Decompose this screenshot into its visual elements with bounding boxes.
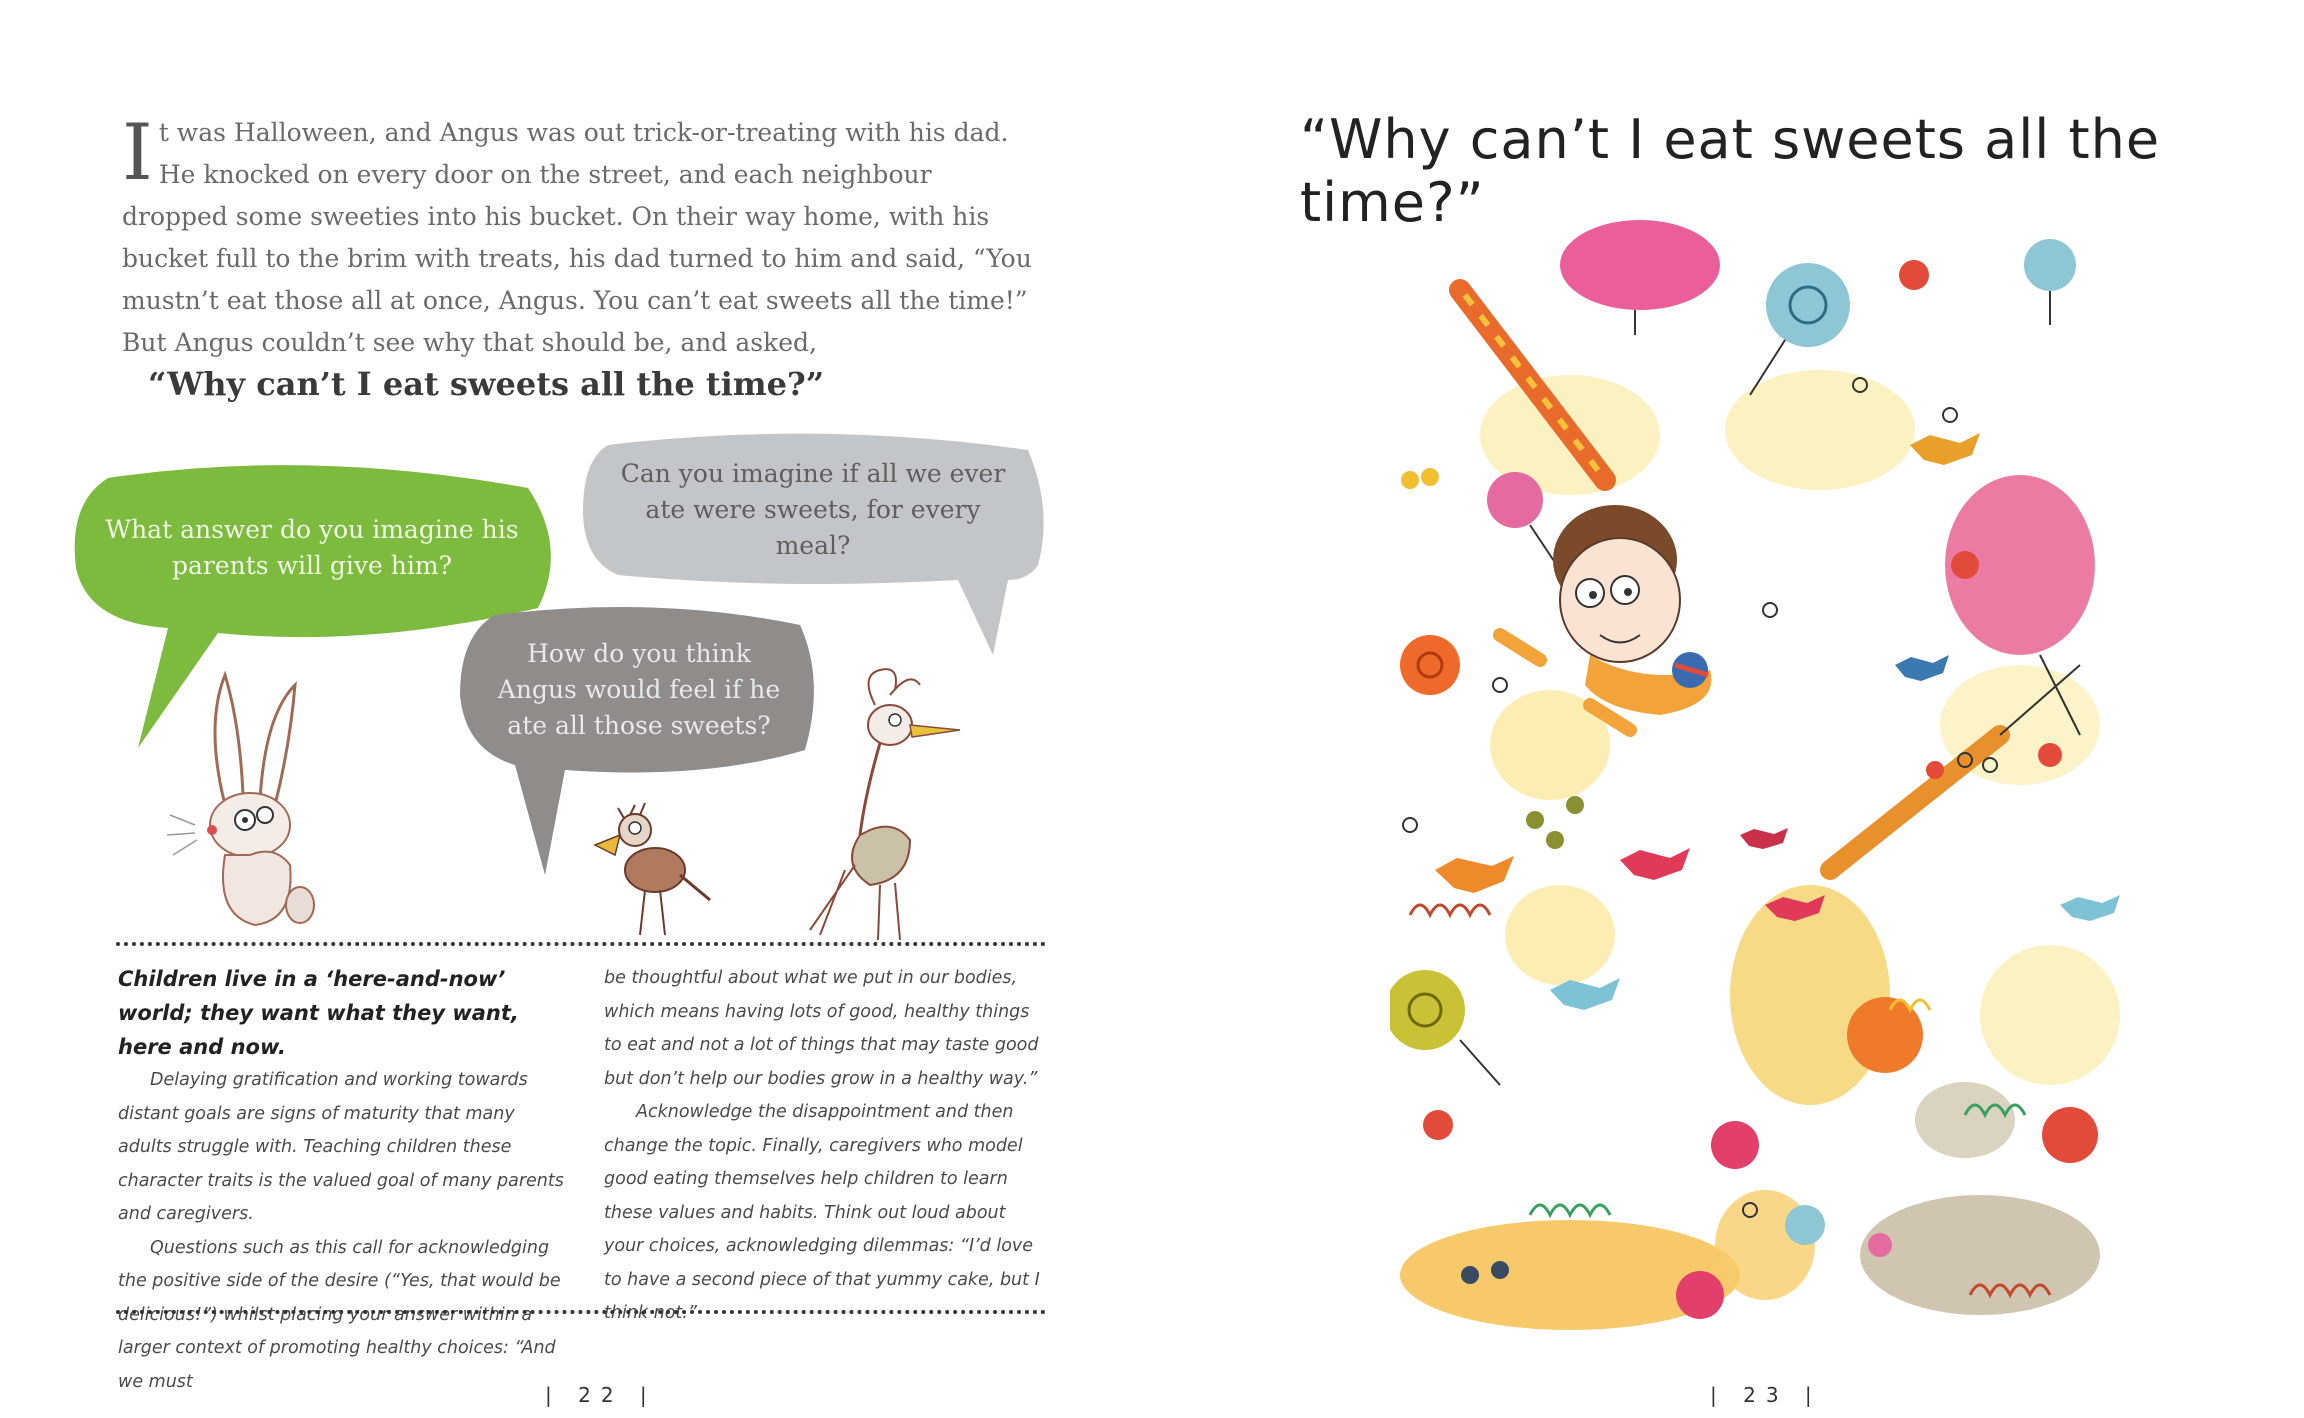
bubble-text-dark-gray: How do you think Angus would feel if he ate all those sweets? xyxy=(497,639,781,740)
commentary-lead: Children live in a ‘here-and-now’ world; they want what they want, here and now. xyxy=(118,967,519,1059)
page-number-right: | 23 | xyxy=(1710,1383,1822,1407)
dotted-divider-bottom xyxy=(116,1310,1046,1314)
commentary-paragraph: Acknowledge the disappointment and then change the topic. Finally, caregivers who model good eating themselves help children to learn these values and habits. Think out loud about your choices, acknowledging dilemmas: “I’d love to have a second piece of that yummy cake, but I think not.” xyxy=(604,1102,1040,1323)
speech-bubble-dark-gray xyxy=(455,600,823,780)
commentary-paragraph: be thoughtful about what we put in our bodies, which means having lots of good, healthy things to eat and not a lot of things that may taste good but don’t help our bodies grow in a healthy way.” xyxy=(604,968,1039,1089)
commentary-paragraph: Questions such as this call for acknowledging the positive side of the desire (“Yes, that would be delicious!”) whilst placing your answer within a larger context of promoting healthy choices: “And we must xyxy=(118,1237,561,1392)
commentary-column-left xyxy=(118,962,568,1399)
drop-cap: I xyxy=(122,108,153,198)
bubble-text-light-gray: Can you imagine if all we ever ate were sweets, for every meal? xyxy=(620,459,1006,560)
sweets-illustration xyxy=(1390,215,2160,1345)
story-question: “Why can’t I eat sweets all the time?” xyxy=(148,365,825,403)
bubble-text-green: What answer do you imagine his parents will give him? xyxy=(105,515,519,580)
story-body: t was Halloween, and Angus was out trick-or-treating with his dad. He knocked on every door on the street, and each neighbour dropped some sweeties into his bucket. On their way home, with his bucket full to the brim with treats, his dad turned to him and said, “You mustn’t eat those all at once, Angus. You can’t eat sweets all the time!” But Angus couldn’t see why that should be, and asked, xyxy=(122,118,1032,357)
dotted-divider-top xyxy=(116,942,1046,946)
speech-bubble-light-gray xyxy=(578,430,1048,590)
tall-bird-illustration xyxy=(800,665,1010,945)
commentary-paragraph: Delaying gratification and working towards distant goals are signs of maturity that many adults struggle with. Teaching children these character traits is the valued goal of many parents and caregivers. xyxy=(118,1070,564,1224)
story-text xyxy=(122,108,1042,364)
page-number-left: | 22 | xyxy=(545,1383,657,1407)
commentary-column-right xyxy=(604,962,1050,1331)
right-page-title: “Why can’t I eat sweets all the time?” xyxy=(1300,108,2161,234)
